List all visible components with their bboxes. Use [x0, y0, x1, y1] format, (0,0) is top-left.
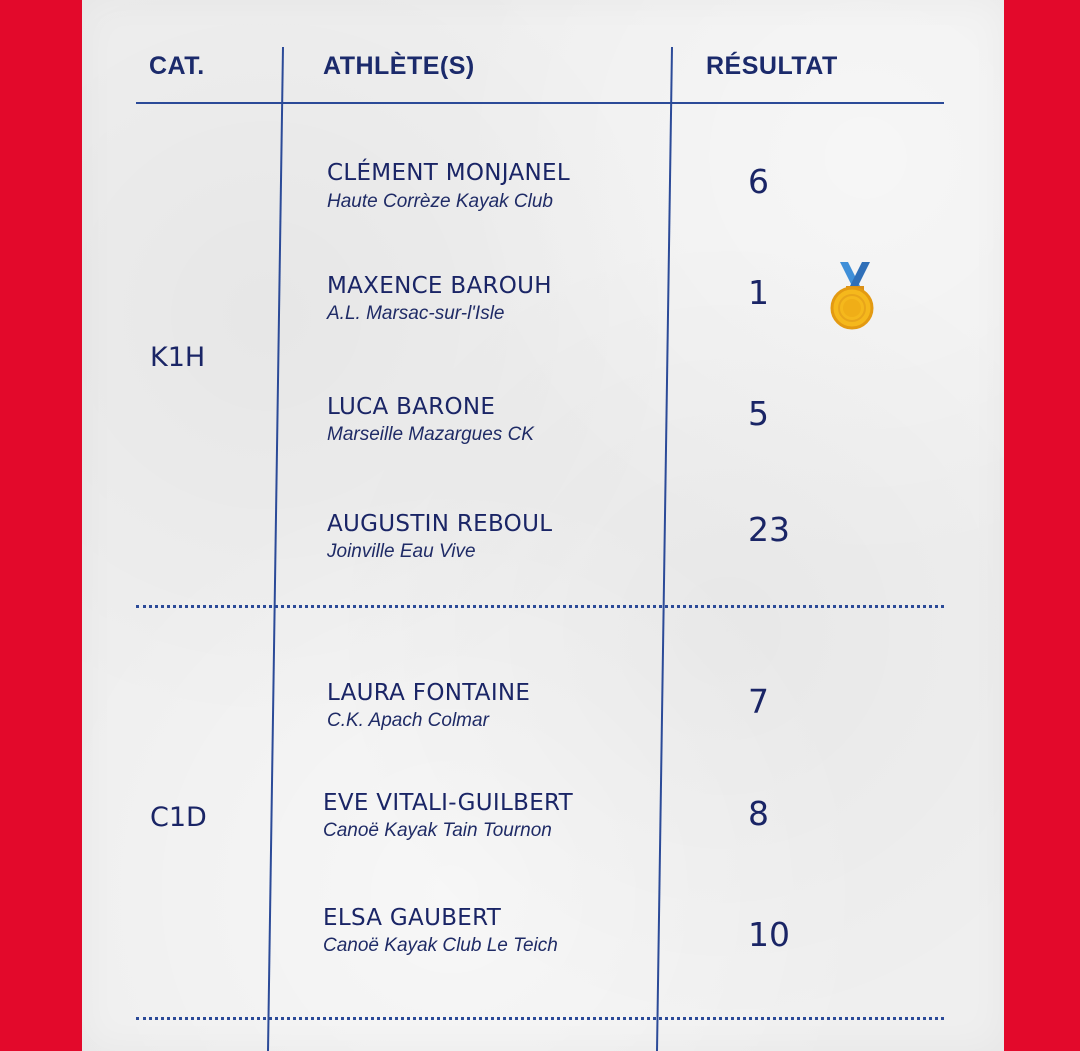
athlete-result: 7 [748, 682, 769, 721]
athlete-name: LAURA FONTAINE [327, 680, 531, 706]
athlete-name: AUGUSTIN REBOUL [327, 511, 553, 537]
header-athletes: ATHLÈTE(S) [323, 52, 475, 80]
athlete-name: MAXENCE BAROUH [327, 273, 552, 299]
athlete-result: 23 [748, 510, 790, 549]
header-category: CAT. [149, 52, 205, 80]
athlete-name: CLÉMENT MONJANEL [327, 160, 570, 186]
athlete-result: 10 [748, 915, 790, 954]
athlete-club: C.K. Apach Colmar [327, 710, 489, 731]
athlete-name: LUCA BARONE [327, 394, 496, 420]
athlete-result: 6 [748, 162, 769, 201]
athlete-club: A.L. Marsac-sur-l'Isle [327, 303, 505, 324]
athlete-name: ELSA GAUBERT [323, 905, 502, 931]
athlete-result: 1 [748, 273, 769, 312]
athlete-club: Canoë Kayak Tain Tournon [323, 820, 552, 841]
category-label: K1H [150, 342, 206, 373]
athlete-club: Canoë Kayak Club Le Teich [323, 935, 558, 956]
athlete-result: 5 [748, 394, 769, 433]
athlete-club: Haute Corrèze Kayak Club [327, 191, 553, 212]
athlete-name: EVE VITALI-GUILBERT [323, 790, 573, 816]
athlete-club: Marseille Mazargues CK [327, 424, 534, 445]
header-result: RÉSULTAT [706, 52, 838, 80]
gold-medal-icon [828, 262, 882, 334]
category-label: C1D [150, 802, 207, 833]
athlete-result: 8 [748, 794, 769, 833]
athlete-club: Joinville Eau Vive [327, 541, 476, 562]
